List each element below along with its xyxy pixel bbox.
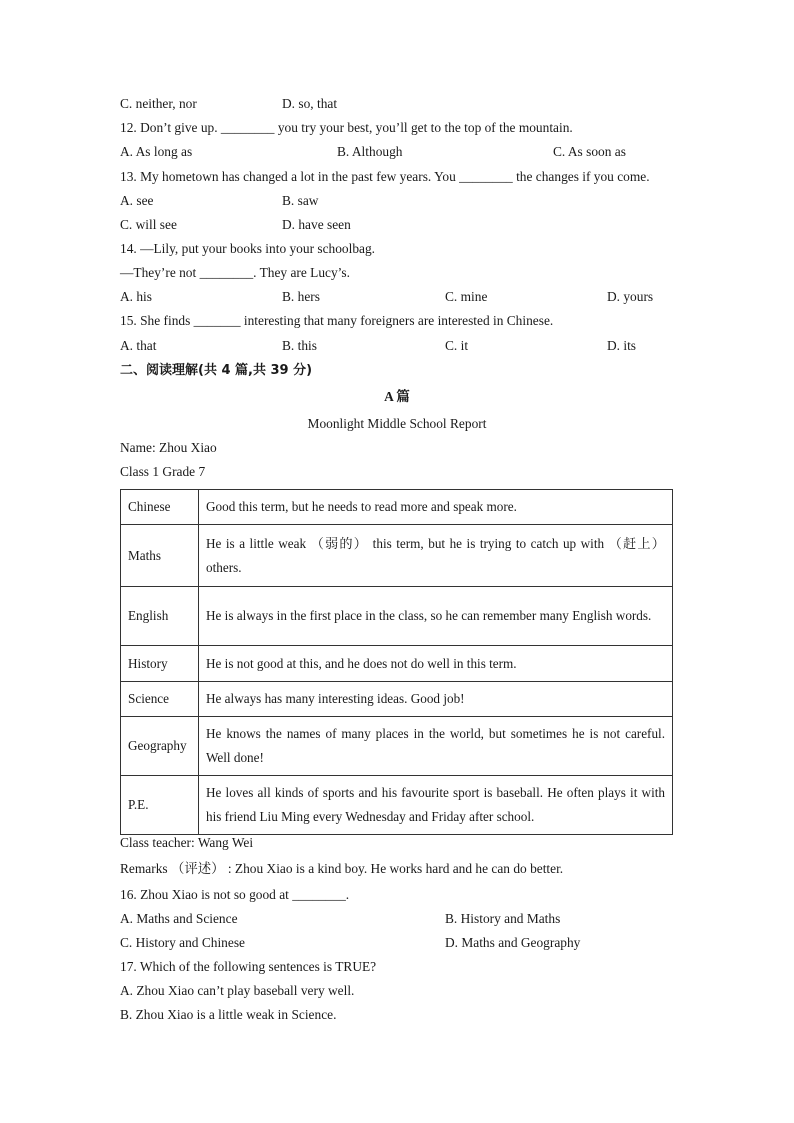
subject-cell: Maths	[121, 525, 199, 587]
q16-option-d: D. Maths and Geography	[445, 935, 581, 950]
section-heading: 二、阅读理解(共 4 篇,共 39 分)	[120, 363, 313, 378]
q14-reply: —They’re not ________. They are Lucy’s.	[120, 265, 350, 280]
comment-cell: Good this term, but he needs to read more and speak more.	[199, 490, 673, 525]
comment-cell: He is a little weak （弱的） this term, but he is trying to catch up with （赶上） others.	[199, 525, 673, 587]
q12-option-a: A. As long as	[120, 144, 193, 159]
comment-cell: He always has many interesting ideas. Good job!	[199, 682, 673, 717]
q12-option-b: B. Although	[337, 144, 403, 159]
subject-cell: History	[121, 646, 199, 682]
q14-stem: 14. —Lily, put your books into your schoolbag.	[120, 241, 376, 256]
q12-option-c: C. As soon as	[553, 144, 626, 159]
q16-option-a: A. Maths and Science	[120, 911, 238, 926]
q15-option-d: D. its	[607, 338, 637, 353]
q14-option-d: D. yours	[607, 289, 654, 304]
remarks: Remarks （评述） : Zhou Xiao is a kind boy. He works hard and he can do better.	[120, 861, 564, 876]
student-class: Class 1 Grade 7	[120, 464, 206, 479]
q14-option-b: B. hers	[282, 289, 320, 304]
q13-option-a: A. see	[120, 193, 154, 208]
q13-option-c: C. will see	[120, 217, 177, 232]
comment-cell: He is not good at this, and he does not do well in this term.	[199, 646, 673, 682]
table-row	[121, 646, 673, 682]
subject-cell: P.E.	[121, 776, 199, 835]
q16-option-c: C. History and Chinese	[120, 935, 245, 950]
table-row	[121, 490, 673, 525]
q11-option-d: D. so, that	[282, 96, 338, 111]
q15-option-a: A. that	[120, 338, 157, 353]
comment-cell: He is always in the first place in the class, so he can remember many English words.	[199, 587, 673, 646]
table-row	[121, 682, 673, 717]
student-name: Name: Zhou Xiao	[120, 440, 217, 455]
report-table	[120, 489, 673, 835]
q13-stem: 13. My hometown has changed a lot in the past few years. You ________ the changes if you come.	[120, 169, 650, 184]
table-row	[121, 525, 673, 587]
table-row	[121, 776, 673, 835]
subject-cell: Geography	[121, 717, 199, 776]
q13-option-b: B. saw	[282, 193, 319, 208]
q11-option-c: C. neither, nor	[120, 96, 197, 111]
report-title: Moonlight Middle School Report	[307, 416, 487, 431]
subject-cell: English	[121, 587, 199, 646]
q17-option-a: A. Zhou Xiao can’t play baseball very well.	[120, 983, 355, 998]
q15-option-b: B. this	[282, 338, 317, 353]
q17-stem: 17. Which of the following sentences is TRUE?	[120, 959, 377, 974]
q14-option-c: C. mine	[445, 289, 488, 304]
passage-heading: A 篇	[384, 389, 410, 404]
subject-cell: Chinese	[121, 490, 199, 525]
q15-stem: 15. She finds _______ interesting that many foreigners are interested in Chinese.	[120, 313, 554, 328]
subject-cell: Science	[121, 682, 199, 717]
table-row	[121, 717, 673, 776]
q13-option-d: D. have seen	[282, 217, 351, 232]
q17-option-b: B. Zhou Xiao is a little weak in Science.	[120, 1007, 337, 1022]
q16-option-b: B. History and Maths	[445, 911, 561, 926]
comment-cell: He knows the names of many places in the world, but sometimes he is not careful. Well done!	[199, 717, 673, 776]
class-teacher: Class teacher: Wang Wei	[120, 835, 254, 850]
q12-stem: 12. Don’t give up. ________ you try your best, you’ll get to the top of the mountain.	[120, 120, 573, 135]
q14-option-a: A. his	[120, 289, 152, 304]
q16-stem: 16. Zhou Xiao is not so good at ________.	[120, 887, 350, 902]
comment-cell: He loves all kinds of sports and his favourite sport is baseball. He often plays it with his friend Liu Ming every Wednesday and Friday after school.	[199, 776, 673, 835]
table-row	[121, 587, 673, 646]
q15-option-c: C. it	[445, 338, 469, 353]
